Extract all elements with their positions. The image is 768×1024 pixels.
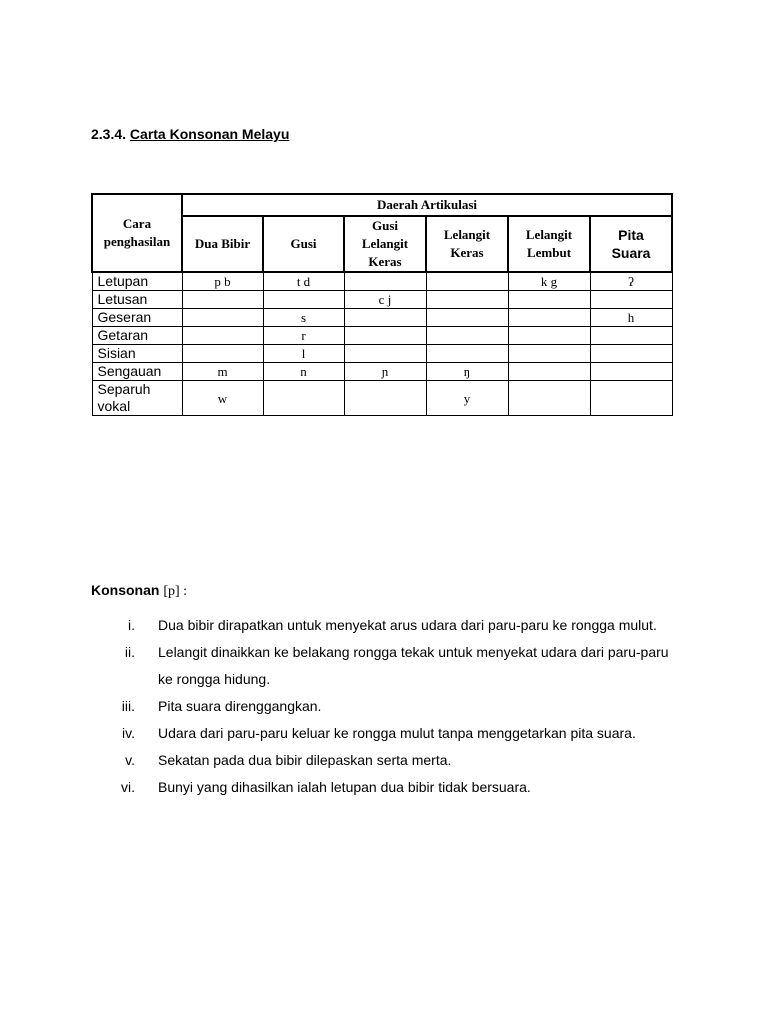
- table-row: [92, 381, 672, 416]
- table-cell: [182, 327, 263, 345]
- table-cell: [263, 291, 344, 309]
- table-cell: [426, 272, 508, 291]
- table-cell: [426, 327, 508, 345]
- table-cell: [182, 345, 263, 363]
- table-cell: [508, 381, 590, 416]
- table-cell: l: [263, 345, 344, 363]
- table-cell: ɲ: [344, 363, 426, 381]
- table-cell: [508, 327, 590, 345]
- table-row: [92, 272, 672, 291]
- table-cell: [426, 345, 508, 363]
- row-label: Sisian: [92, 345, 182, 363]
- table-cell: [590, 381, 672, 416]
- list-number: i.: [128, 617, 135, 633]
- area-header: Daerah Artikulasi: [182, 194, 672, 216]
- table-cell: n: [263, 363, 344, 381]
- table-cell: h: [590, 309, 672, 327]
- list-item: [91, 774, 691, 801]
- row-label: Getaran: [92, 327, 182, 345]
- table-cell: [590, 327, 672, 345]
- table-row: [92, 363, 672, 381]
- table-cell: [508, 363, 590, 381]
- konsonan-heading: [91, 582, 187, 600]
- column-header-lelangit-keras: Lelangit Keras: [426, 216, 508, 272]
- section-number: 2.3.4.: [91, 126, 127, 142]
- table-row: [92, 309, 672, 327]
- table-cell: [182, 309, 263, 327]
- list-item: [91, 612, 691, 639]
- table-cell: [426, 309, 508, 327]
- table-cell: ʔ: [590, 272, 672, 291]
- list-text: Pita suara direnggangkan.: [158, 698, 322, 714]
- list-text: Lelangit dinaikkan ke belakang rongga tekak untuk menyekat udara dari paru-paru ke rongga hidung.: [158, 644, 669, 687]
- konsonan-symbol: [p] :: [163, 584, 188, 599]
- articulation-steps: [91, 612, 691, 801]
- row-label: Separuh vokal: [92, 381, 182, 416]
- row-label: Geseran: [92, 309, 182, 327]
- table-cell: m: [182, 363, 263, 381]
- table-cell: t d: [263, 272, 344, 291]
- list-text: Dua bibir dirapatkan untuk menyekat arus udara dari paru-paru ke rongga mulut.: [158, 617, 657, 633]
- table-cell: [263, 381, 344, 416]
- row-header: [92, 194, 182, 272]
- row-label: Letusan: [92, 291, 182, 309]
- table-cell: r: [263, 327, 344, 345]
- table-cell: [590, 345, 672, 363]
- table-cell: p b: [182, 272, 263, 291]
- table-cell: [344, 327, 426, 345]
- table-cell: [344, 272, 426, 291]
- table-cell: [426, 291, 508, 309]
- row-label: Sengauan: [92, 363, 182, 381]
- row-label: Letupan: [92, 272, 182, 291]
- table-cell: c j: [344, 291, 426, 309]
- table-cell: [590, 291, 672, 309]
- section-heading: [91, 126, 289, 142]
- table-row: [92, 291, 672, 309]
- list-text: Sekatan pada dua bibir dilepaskan serta merta.: [158, 752, 452, 768]
- table-cell: y: [426, 381, 508, 416]
- table-cell: k g: [508, 272, 590, 291]
- table-cell: s: [263, 309, 344, 327]
- list-number: iv.: [122, 725, 135, 741]
- column-header-gusi: Gusi: [263, 216, 344, 272]
- table-cell: [508, 345, 590, 363]
- table-cell: [344, 381, 426, 416]
- list-text: Bunyi yang dihasilkan ialah letupan dua bibir tidak bersuara.: [158, 779, 531, 795]
- list-text: Udara dari paru-paru keluar ke rongga mulut tanpa menggetarkan pita suara.: [158, 725, 636, 741]
- table-cell: [344, 309, 426, 327]
- list-item: [91, 720, 691, 747]
- table-cell: ŋ: [426, 363, 508, 381]
- row-header-line: penghasilan: [103, 234, 171, 249]
- konsonan-label: Konsonan: [91, 582, 160, 598]
- list-item: [91, 747, 691, 774]
- list-number: iii.: [121, 698, 135, 714]
- table-cell: [590, 363, 672, 381]
- table-cell: w: [182, 381, 263, 416]
- column-header-lelangit-lembut: Lelangit Lembut: [508, 216, 590, 272]
- table-cell: [508, 309, 590, 327]
- table-cell: [344, 345, 426, 363]
- column-header-gusi-lelangit-keras: Gusi Lelangit Keras: [344, 216, 426, 272]
- list-number: v.: [125, 752, 135, 768]
- table-cell: [508, 291, 590, 309]
- column-header-dua-bibir: Dua Bibir: [182, 216, 263, 272]
- table-row: [92, 327, 672, 345]
- column-header-pita-suara: Pita Suara: [590, 216, 672, 272]
- list-item: [91, 639, 691, 693]
- row-header-line: Cara: [122, 216, 152, 231]
- section-title: Carta Konsonan Melayu: [129, 126, 290, 142]
- table-cell: [182, 291, 263, 309]
- list-item: [91, 693, 691, 720]
- list-number: ii.: [124, 644, 135, 660]
- list-number: vi.: [121, 779, 135, 795]
- consonant-chart: [91, 193, 673, 416]
- table-row: [92, 345, 672, 363]
